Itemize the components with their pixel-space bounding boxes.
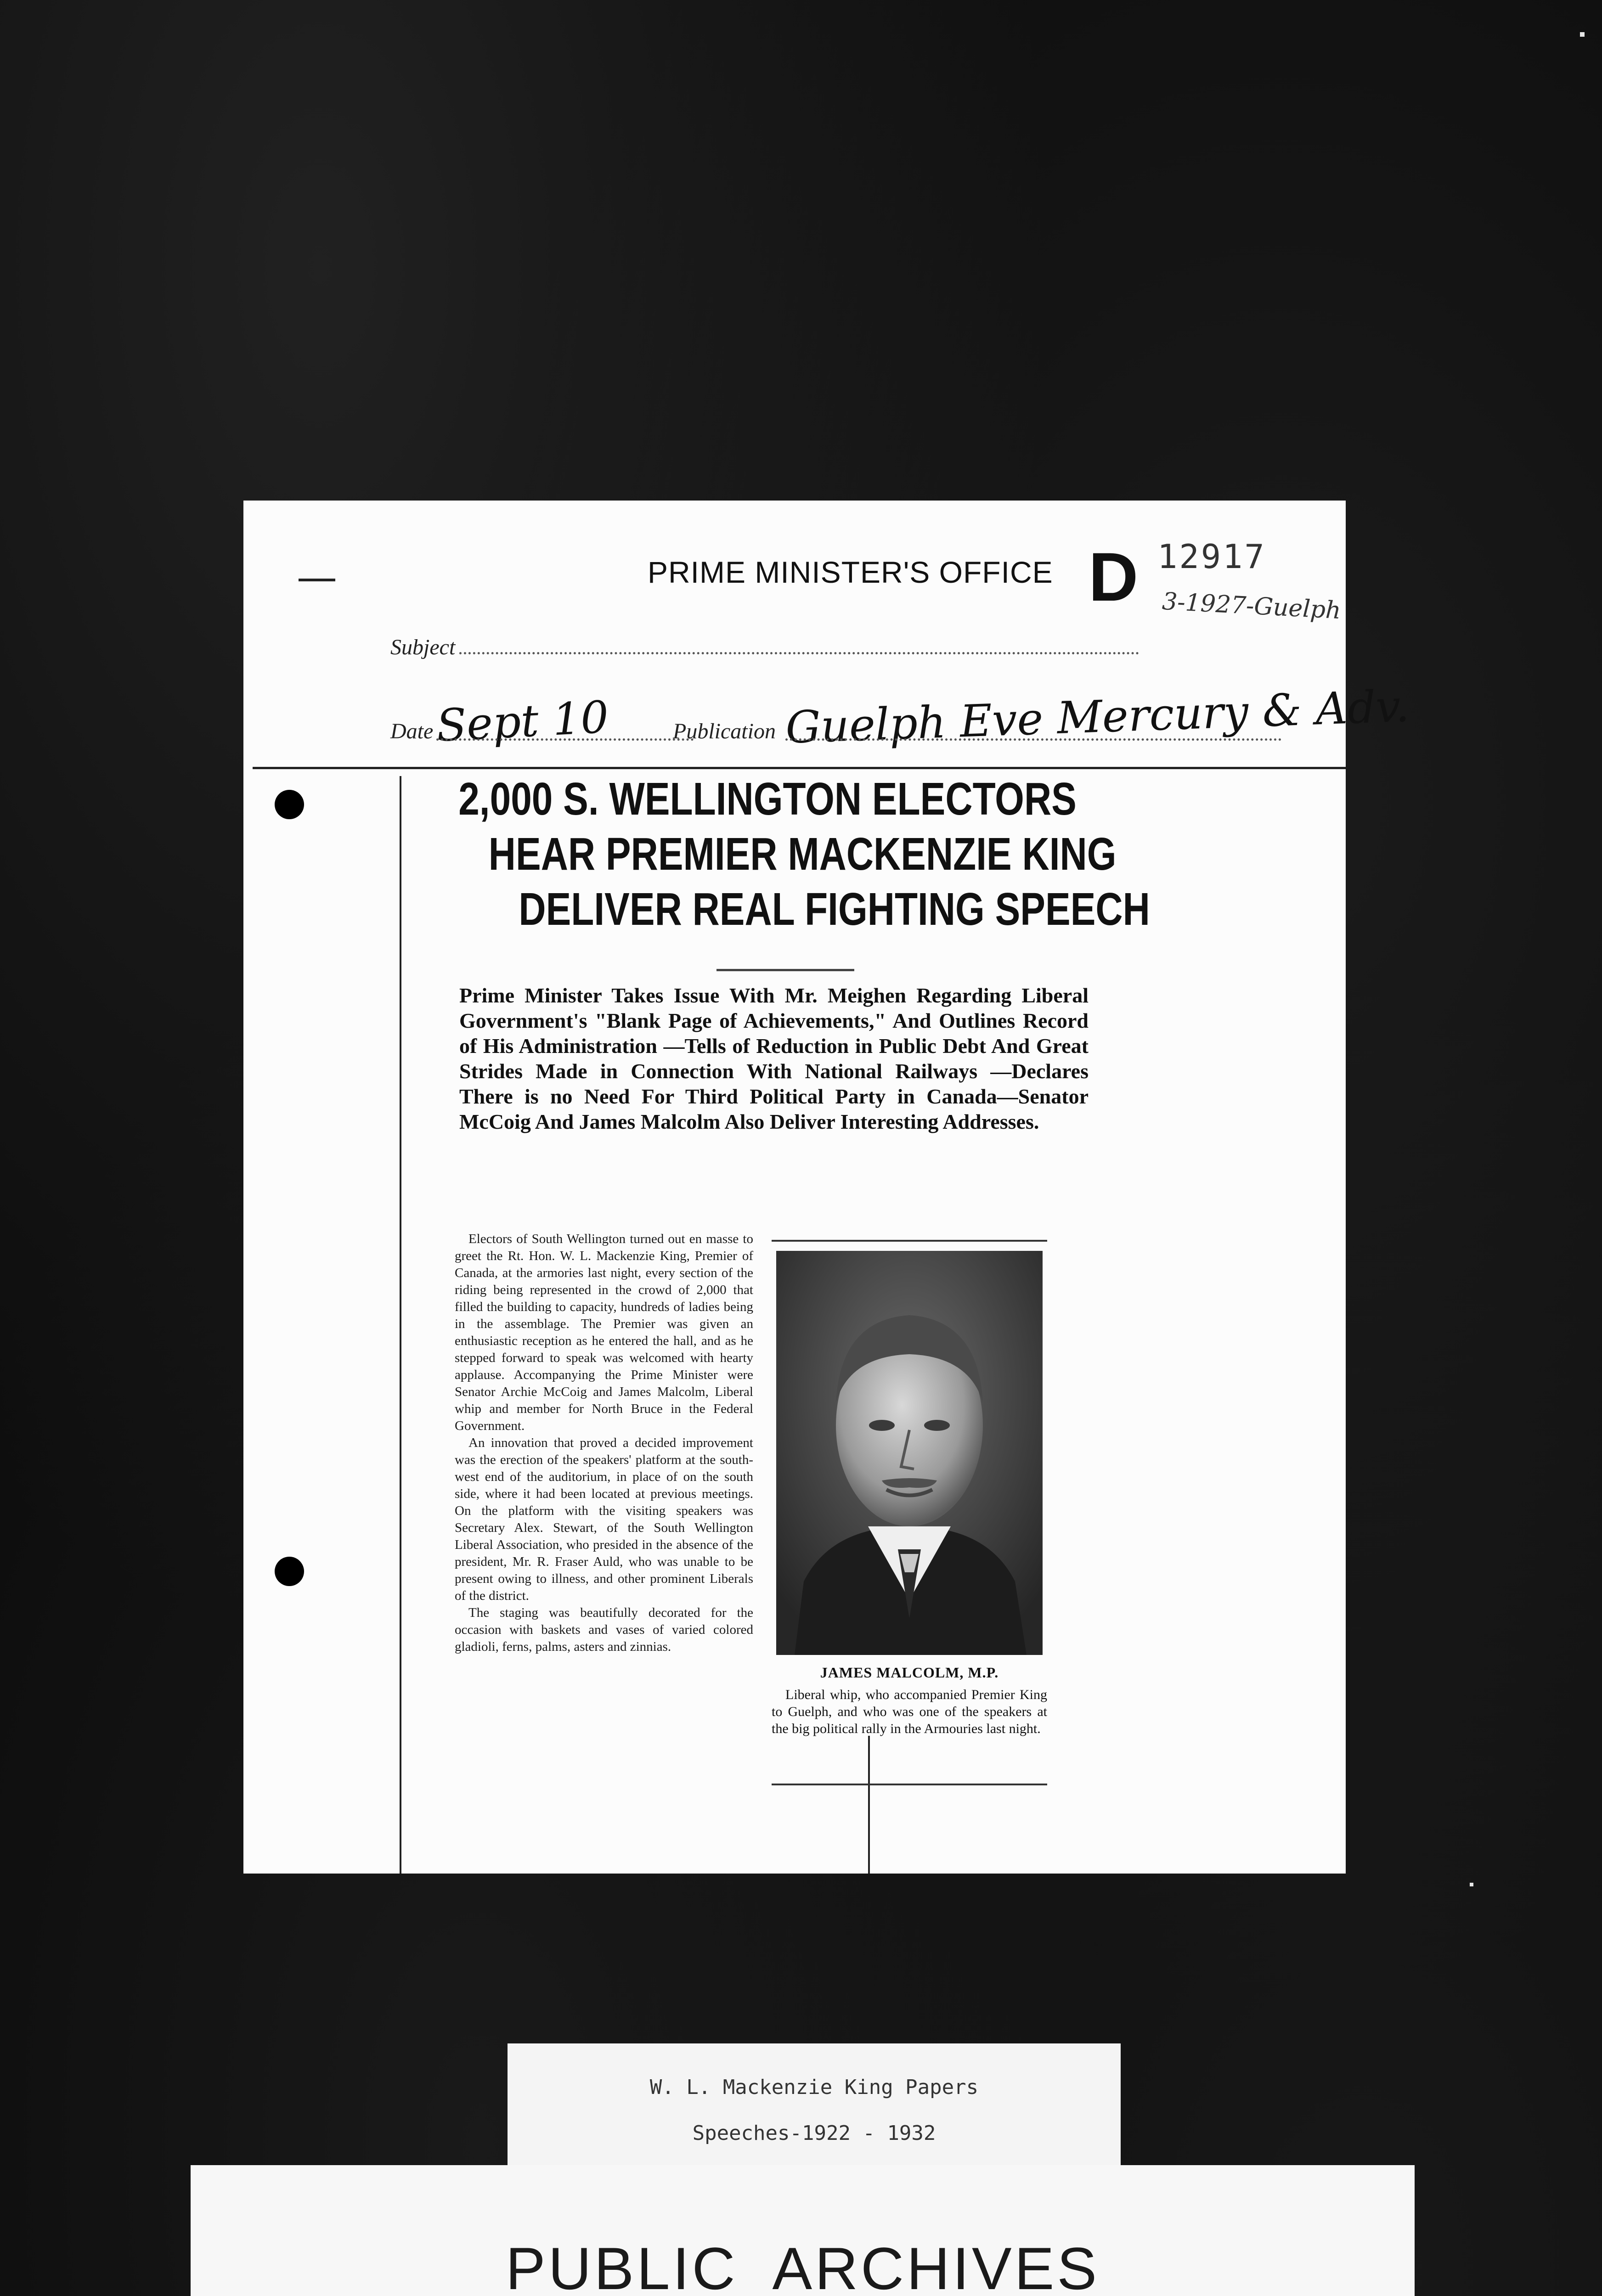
papers-series-title: Speeches-1922 - 1932 xyxy=(692,2122,936,2145)
portrait-photo xyxy=(776,1251,1043,1655)
portrait-illustration xyxy=(776,1251,1043,1655)
headline-line: HEAR PREMIER MACKENZIE KING xyxy=(488,828,1117,880)
file-note-handwritten: 3-1927-Guelph xyxy=(1161,587,1342,625)
date-label: Date xyxy=(390,719,434,743)
film-speck xyxy=(1470,1883,1473,1886)
subheadline: Prime Minister Takes Issue With Mr. Meighen Regarding Liberal Government's "Blank Page of Achievements," And Outlines Record of His Administration —Tells of Reduction in Public Debt And Great Strides Made in Connection With National Railways —Declares There is no Need For Third Political Party in Canada—Senator McCoig And James Malcolm Also Deliver Interesting Addresses. xyxy=(459,984,1089,1133)
office-title: PRIME MINISTER'S OFFICE xyxy=(648,555,1053,589)
publication-label: Publication xyxy=(673,719,776,743)
punch-hole-top xyxy=(275,790,304,819)
date-value-handwritten: Sept 10 xyxy=(435,691,610,752)
film-speck xyxy=(1580,32,1585,37)
photo-box xyxy=(772,1240,1047,1785)
newspaper-clipping xyxy=(455,767,1150,1740)
photo-caption-name: JAMES MALCOLM, M.P. xyxy=(820,1664,999,1681)
date-line xyxy=(436,738,694,741)
article-paragraph: Electors of South Wellington turned out en masse to greet the Rt. Hon. W. L. Mackenzie King, Premier of Canada, at the armories last night, every section of the riding being represented in the crowd of 2,000 that filled the building to capacity, hundreds of ladies being in the assemblage. The Premier was given an enthusiastic reception as he entered the hall, and as he stepped forward to speak was welcomed with hearty applause. Accompanying the Prime Minister were Senator Archie McCoig and James Malcolm, Liberal whip and member for North Bruce in the Federal Government. xyxy=(455,1232,753,1433)
punch-hole-bottom xyxy=(275,1557,304,1586)
papers-collection-title: W. L. Mackenzie King Papers xyxy=(649,2076,979,2099)
article-body xyxy=(455,1231,753,1655)
subhead-rule xyxy=(716,969,854,971)
article-paragraph: The staging was beautifully decorated for the occasion with baskets and vases of varied colored gladioli, ferns, palms, asters and zinnias. xyxy=(455,1605,753,1654)
papers-label-tab xyxy=(508,2043,1121,2172)
publication-value-handwritten: Guelph Eve Mercury & Adv. xyxy=(784,680,1410,754)
archives-title-english: PUBLIC ARCHIVES xyxy=(505,2235,1100,2296)
archives-card xyxy=(191,2165,1415,2296)
dash-mark xyxy=(299,579,335,581)
left-margin-rule xyxy=(400,776,401,1874)
headline-line: DELIVER REAL FIGHTING SPEECH xyxy=(519,884,1150,935)
publication-line xyxy=(785,738,1281,741)
article-paragraph: An innovation that proved a decided improvement was the erection of the speakers' platform at the south-west end of the auditorium, in place of on the south side, where it had been located at previous meetings. On the platform with the visiting speakers was Secretary Alex. Stewart, of the South Wellington Liberal Association, who presided in the absence of the president, Mr. R. Fraser Auld, who was unable to be present owing to illness, and other prominent Liberals of the district. xyxy=(455,1435,753,1603)
headline-line: 2,000 S. WELLINGTON ELECTORS xyxy=(458,773,1077,825)
file-number: 12917 xyxy=(1157,537,1266,576)
headline xyxy=(455,771,1150,937)
photo-caption-text: Liberal whip, who accompanied Premier King to Guelph, and who was one of the speakers at the big political rally in the Armouries last night. xyxy=(772,1687,1047,1736)
file-letter: D xyxy=(1089,538,1139,615)
clipping-form-page xyxy=(243,501,1410,1874)
subject-line xyxy=(459,652,1139,654)
subject-label: Subject xyxy=(390,635,456,659)
